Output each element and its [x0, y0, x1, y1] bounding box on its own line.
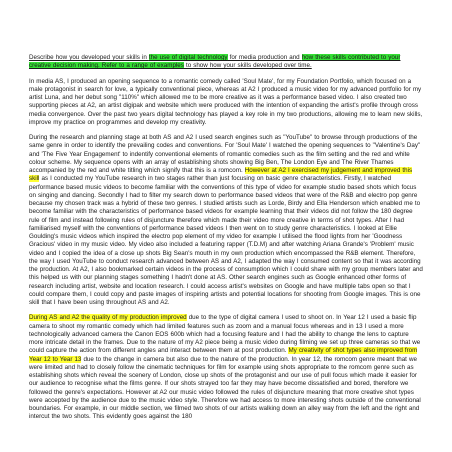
- highlighted-text: However at A2 I exercised my judgement and improved this skill: [29, 167, 413, 183]
- highlighted-text: My creativity of shot types also improved from Year 12 to Year 13: [29, 347, 418, 363]
- highlighted-text: During AS and A2 the quality of my production improved: [29, 314, 187, 322]
- highlighted-text: how these skills contributed to your creative decision making. Refer to a range of examples: [29, 54, 401, 70]
- text-run: due to the change in camera but also due to the nature of the production. In year 12, the romcom genre meant that we were limited and had to closely follow the cinematic techniques for film for example using shots appropriate to the romcom genre such as establishing shots which reveal the scenery of London, close up shots of the protagonist and our use of pull focus which made it easier for our audience to recognise what the films genre. If our shots strayed too far they may have become dissatisfied and bored, therefore we followed the genre's expectations. However at A2 our music video followed the rules of disjuncture meaning that more creative shot types were accepted by the audience due to the music video style. Therefore we had access to more interesting shots outside of the conventional boundaries. For example, in our middle section, we filmed two shots of our artists walking down an alley way from the left and the right and intercut the two shots. This evidently goes against the 180: [29, 355, 421, 421]
- text-run: as I conducted my YouTube research in two stages rather than just focusing on basic genre characteristics. Firstly, I watched performance based music videos to become familiar with the conventions of this type of video for example studio based shots which focus on singing and dancing. Secondly I had to filter my search down to performance based videos that were of the R&B and electro pop genre because my chosen track was a hybrid of these two genres. I studied artists such as Lorde, Birdy and Ella Henderson which enabled me to become familiar with the characteristics of performance based videos for example learning that their videos did not follow the 180 degree rule of film and instead following rules of disjuncture therefore which made their video more creative in terms of shot types. After I had familiarised myself with the conventions of performance based videos I then went on to study genre characteristics. I looked at Ellie Goulding's music videos which inspired the electro pop element of my video for example I utilised the flood lights from her 'Goodness Gracious' video in my music video. My video also included a featuring rapper (T.D.M) and after watching Ariana Grande's 'Problem' music video and I copied the idea of a close up shots Big Sean's mouth in my own production which encompassed the R&B element. Therefore, the way I used YouTube to conduct research advanced between AS and A2, I adapted the way I consumed content so that it was according the production. At A2, I also bookmarked certain videos in the process of consumption which I could share with my group members later and this helped us with our planning stages something I hadn't done at AS. Other search engines such as Google enhanced other forms of research including artist, website and location research. I could access artist's websites on Google and have multiple tabs open so that I could compare them, I could copy and paste images of inspiring artists and potential locations for shooting from Google images. This is one skill that I have been using throughout AS and A2.: [29, 175, 423, 306]
- text-run: During the research and planning stage at both AS and A2 I used search engines such as "YouTube" to browse through productions of the same genre in order to identify the prevailing codes and conventions. For 'Soul Mate' I watched the opening sequences to "Valentine's Day" and 'The Five Year Engagement' to indentify conventional elements of romantic comedies such as the film setting and the red and white colour scheme. My sequence opens with an array of establishing shots showing Big Ben, The London Eye and The River Thames accompanied by the red and white titling which signify that this is a romcom.: [29, 134, 421, 174]
- essay-body: [29, 78, 424, 422]
- paragraph: [29, 78, 424, 128]
- essay-question: [29, 54, 424, 71]
- highlighted-text: the use of digital technology: [148, 54, 228, 61]
- text-run: Describe how you developed your skills in: [29, 54, 149, 61]
- text-run: to show how your skills developed over time.: [183, 62, 312, 70]
- text-run: In media AS, I produced an opening sequence to a romantic comedy called 'Soul Mate', for my Foundation Portfolio, which focused on a male protagonist in search for love, a typically conventional piece, whereas at A2 I produced a music video for my advanced portfolio for my artist Luna, and her debut song "110%" which allowed me to be more creative as it was a performance based video. I also created two supporting pieces at A2, an artist digipak and website which were produced with the intention of expanding the artist's profile through cross media convergence. Over the past two years digital technology has played a key role in my two productions, allowing me to learn new skills, improve my practice on programmes and develop my creativity.: [29, 77, 423, 126]
- paragraph: [29, 134, 424, 307]
- text-run: due to the type of digital camera I used to shoot on. In Year 12 I used a basic flip camera to shoot my romantic comedy which had limited features such as zoom and a manual focus whereas and in 13 I used a more technologically advanced camera the Canon EOS 600b which had a focusing feature and I had the ability to change the lens to capture more intricate detail in the frames. Due to the nature of my A2 piece being a music video during filming we set up three cameras so that we could capture the action from different angles and interact between them at post production.: [29, 314, 421, 355]
- paragraph: [29, 314, 424, 421]
- text-run: for media production and: [227, 54, 302, 61]
